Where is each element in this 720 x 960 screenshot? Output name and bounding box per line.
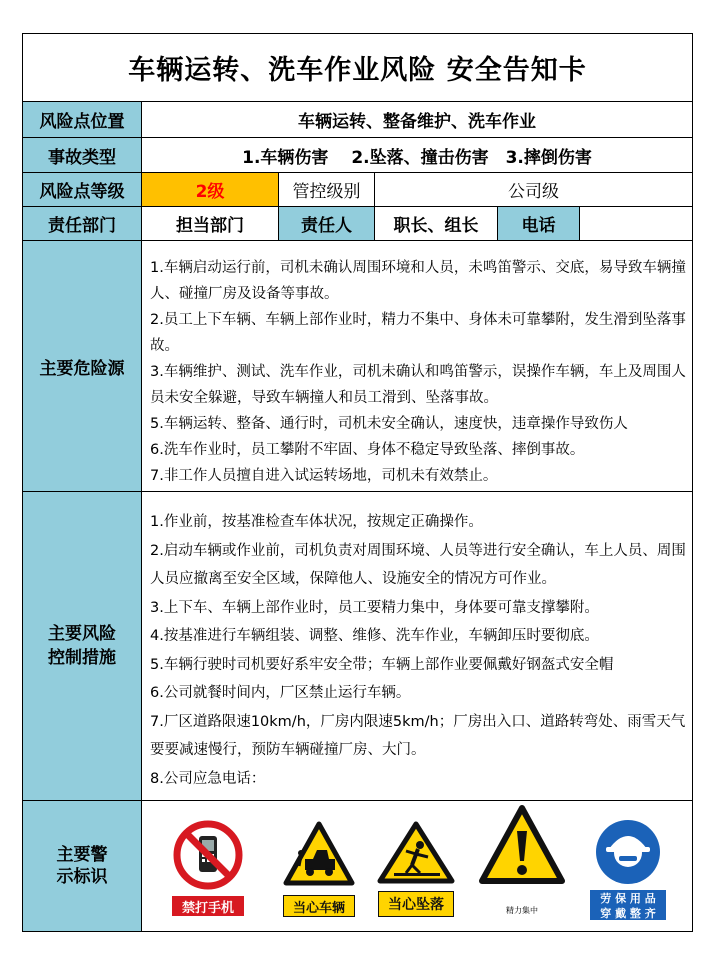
ppe-text-line2: 穿 戴 整 齐 <box>600 906 656 920</box>
ppe-text-line1: 劳 保 用 品 <box>600 891 656 905</box>
warning-signs <box>142 801 692 931</box>
beware-fall-text: 当心坠落 <box>378 891 454 917</box>
hazard-item: 7.非工作人员擅自进入试运转场地，司机未有效禁止。 <box>150 468 498 484</box>
dept-value: 担当部门 <box>142 207 279 241</box>
phone-value <box>580 207 692 241</box>
focus-sign <box>478 803 566 929</box>
safety-notice-card <box>22 33 693 932</box>
hazard-item: 5.车辆运转、整备、通行时，司机未安全确认，速度快，违章操作导致伤人 <box>150 416 628 432</box>
hazard-item: 6.洗车作业时，员工攀附不牢固、身体不稳定导致坠落、摔倒事故。 <box>150 442 585 458</box>
accident-type-value: 1.车辆伤害 2.坠落、撞击伤害 3.摔倒伤害 <box>142 138 692 173</box>
exclamation-warning-icon <box>478 803 566 887</box>
phone-label: 电话 <box>498 207 580 241</box>
vehicle-warning-icon <box>283 821 355 887</box>
control-item: 1.作业前，按基准检查车体状况，按规定正确操作。 <box>150 514 483 530</box>
no-phone-text: 禁打手机 <box>172 896 244 916</box>
risk-level-value: 2级 <box>142 173 279 207</box>
control-item: 3.上下车、车辆上部作业时，员工要精力集中，身体要可靠支撑攀附。 <box>150 599 599 616</box>
no-phone-sign <box>172 819 244 919</box>
control-item: 8.公司应急电话： <box>150 770 266 787</box>
controls-label <box>23 492 142 801</box>
control-item: 7.厂区道路限速10km/h，厂房内限速5km/h；厂房出入口、道路转弯处、雨雪天气要要减速慢行，预防车辆碰撞厂房、大门。 <box>150 713 686 758</box>
controls-label-line2: 控制措施 <box>48 648 116 668</box>
dept-label: 责任部门 <box>23 207 142 241</box>
ppe-sign <box>589 819 667 923</box>
location-value: 车辆运转、整备维护、洗车作业 <box>142 102 692 138</box>
person-label: 责任人 <box>279 207 375 241</box>
helmet-mandatory-icon <box>589 819 667 885</box>
ppe-text-box <box>590 890 666 920</box>
controls-label-line1: 主要风险 <box>48 624 116 644</box>
hazard-item: 3.车辆维护、测试、洗车作业，司机未确认和鸣笛警示，误操作车辆，车上及周围人员未安全躲避，导致车辆撞人和员工滑到、坠落事故。 <box>150 364 686 406</box>
hazard-item: 2.员工上下车辆、车辆上部作业时，精力不集中、身体未可靠攀附，发生滑到坠落事故。 <box>150 312 686 354</box>
fall-warning-icon <box>376 821 456 885</box>
control-item: 5.车辆行驶时司机要好系牢安全带；车辆上部作业要佩戴好钢盔式安全帽 <box>150 656 614 673</box>
hazards-list <box>142 241 692 492</box>
control-item: 6.公司就餐时间内，厂区禁止运行车辆。 <box>150 685 411 701</box>
focus-text: 精力集中 <box>506 905 538 915</box>
controls-list <box>142 492 692 801</box>
hazard-item: 1.车辆启动运行前，司机未确认周围环境和人员，未鸣笛警示、交底，易导致车辆撞人、碰撞厂房及设备等事故。 <box>150 260 686 302</box>
beware-vehicle-sign <box>283 821 355 921</box>
accident-type-label: 事故类型 <box>23 138 142 173</box>
beware-fall-sign <box>376 821 456 921</box>
control-item: 4.按基准进行车辆组装、调整、维修、洗车作业，车辆卸压时要彻底。 <box>150 628 599 644</box>
signs-label-line1: 主要警 <box>56 845 108 865</box>
signs-label <box>23 801 142 931</box>
signs-label-line2: 示标识 <box>56 867 108 887</box>
hazards-label: 主要危险源 <box>23 241 142 492</box>
control-level-label: 管控级别 <box>279 173 375 207</box>
control-item: 2.启动车辆或作业前，司机负责对周围环境、人员等进行安全确认，车上人员、周围人员应撤离至安全区域，保障他人、设施安全的情况方可作业。 <box>150 542 686 587</box>
person-value: 职长、组长 <box>375 207 498 241</box>
control-level-value: 公司级 <box>375 173 692 207</box>
card-title: 车辆运转、洗车作业风险 安全告知卡 <box>23 34 692 102</box>
risk-level-label: 风险点等级 <box>23 173 142 207</box>
location-label: 风险点位置 <box>23 102 142 138</box>
no-phone-icon <box>172 819 244 891</box>
beware-vehicle-text: 当心车辆 <box>283 895 355 917</box>
